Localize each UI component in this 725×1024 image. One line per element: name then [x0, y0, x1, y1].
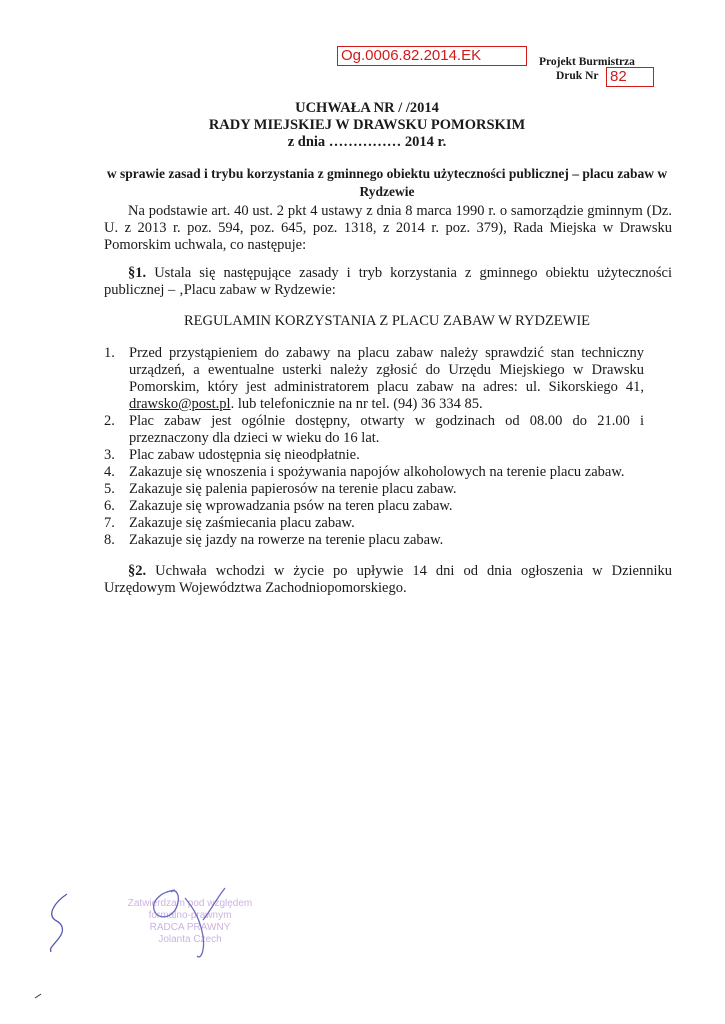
druk-number: 82	[610, 68, 627, 85]
rule-1-text: Przed przystąpieniem do zabawy na placu zabaw należy sprawdzić stan techniczny urządzeń, a ewentualne usterki należy zgłosić do Urzędu Miejskiego w Drawsku Pomorskim, który jest administratorem placu zabaw na adres: ul. Sikorskiego 41,	[129, 345, 644, 395]
list-item-text	[129, 345, 644, 413]
list-item	[104, 498, 644, 515]
list-item-number: 3.	[104, 447, 115, 463]
stamp-line: formalno-prawnym	[148, 910, 232, 921]
list-item-text: Zakazuje się wnoszenia i spożywania napojów alkoholowych na terenie placu zabaw.	[129, 464, 625, 480]
section-2	[104, 563, 672, 597]
council-name: RADY MIEJSKIEJ W DRAWSKU POMORSKIM	[208, 117, 526, 133]
list-item-text: Plac zabaw udostępnia się nieodpłatnie.	[129, 447, 360, 463]
list-item	[104, 413, 644, 447]
email-link[interactable]: drawsko@post.pl	[129, 396, 231, 412]
preamble: Na podstawie art. 40 ust. 2 pkt 4 ustawy z dnia 8 marca 1990 r. o samorządzie gminnym (Dz. U. z 2013 r. poz. 594, poz. 645, poz. 1318, z 2014 r. poz. 379), Rada Miejska w Drawsku Pomorskim uchwala, co następuje:	[104, 203, 672, 253]
regulation-title: REGULAMIN KORZYSTANIA Z PLACU ZABAW W RYDZEWIE	[183, 313, 591, 329]
stamp-line: Jolanta Czech	[158, 934, 222, 945]
list-item	[104, 345, 644, 413]
stamp-line: Zatwierdzam pod względem	[127, 898, 253, 909]
list-item-text: Zakazuje się palenia papierosów na terenie placu zabaw.	[129, 481, 457, 497]
list-item-text: Zakazuje się wprowadzania psów na teren placu zabaw.	[129, 498, 453, 514]
list-item	[104, 515, 644, 532]
list-item-number: 7.	[104, 515, 115, 531]
projekt-label: Projekt Burmistrza	[539, 56, 635, 68]
druk-label: Druk Nr	[556, 70, 599, 82]
rules-list	[104, 345, 644, 549]
section-1-text: Ustala się następujące zasady i tryb korzystania z gminnego obiektu użyteczności publicznej – ‚Placu zabaw w Rydzewie:	[104, 265, 672, 298]
section-2-marker: §2.	[128, 563, 147, 579]
list-item-number: 1.	[104, 345, 115, 361]
reference-number: Og.0006.82.2014.EK	[341, 47, 482, 64]
reference-number-box	[337, 46, 527, 66]
resolution-number: UCHWAŁA NR / /2014	[295, 100, 439, 116]
section-2-text: Uchwała wchodzi w życie po upływie 14 dni od dnia ogłoszenia w Dzienniku Urzędowym Województwa Zachodniopomorskiego.	[104, 563, 672, 596]
list-item-text: Zakazuje się zaśmiecania placu zabaw.	[129, 515, 355, 531]
list-item-number: 2.	[104, 413, 115, 429]
resolution-date: z dnia …………… 2014 r.	[287, 134, 447, 150]
handwritten-signature	[25, 880, 285, 1010]
list-item	[104, 532, 644, 549]
list-item	[104, 481, 644, 498]
list-item-text: Zakazuje się jazdy na rowerze na terenie placu zabaw.	[129, 532, 444, 548]
list-item	[104, 447, 644, 464]
section-1	[104, 265, 672, 299]
section-1-marker: §1.	[128, 265, 147, 281]
resolution-subject: w sprawie zasad i trybu korzystania z gminnego obiektu użyteczności publicznej – placu zabaw w Rydzewie	[106, 166, 668, 199]
stamp-line: RADCA PRAWNY	[149, 922, 231, 933]
list-item-number: 5.	[104, 481, 115, 497]
rule-1-text-end: . lub telefonicznie na nr tel. (94) 36 334 85.	[230, 396, 483, 412]
list-item-number: 4.	[104, 464, 115, 480]
druk-number-box	[606, 67, 654, 87]
list-item-number: 6.	[104, 498, 115, 514]
list-item-text: Plac zabaw jest ogólnie dostępny, otwarty w godzinach od 08.00 do 21.00 i przeznaczony dla dzieci w wieku do 16 lat.	[129, 413, 644, 446]
list-item-number: 8.	[104, 532, 115, 548]
list-item	[104, 464, 644, 481]
